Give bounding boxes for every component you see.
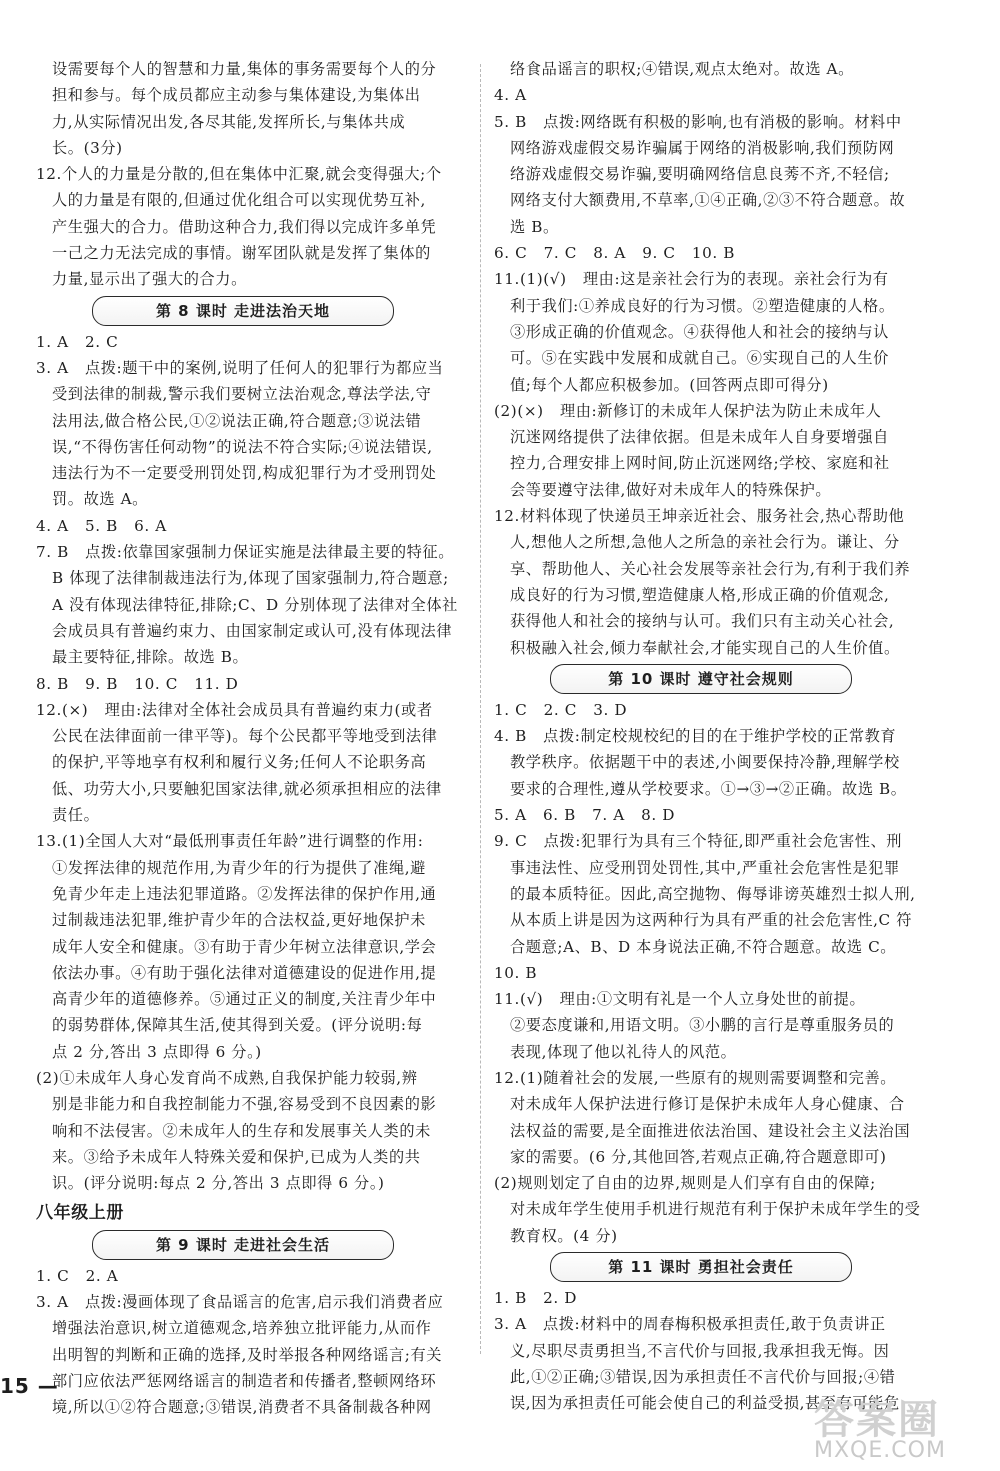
text-line: 获得他人和社会的接纳与认可。我们只有主动关心社会, [510, 612, 895, 631]
text-line: 别是非能力和自我控制能力不强,容易受到不良因素的影 [52, 1095, 437, 1114]
text-line: 8. B 9. B 10. C 11. D [36, 674, 239, 693]
text-line: 增强法治意识,树立道德观念,培养独立批评能力,从而作 [52, 1319, 432, 1338]
text-line: 家的需要。(6 分,其他回答,若观点正确,符合题意即可) [510, 1147, 887, 1166]
right-mid-text [494, 697, 922, 1249]
text-line: 担和参与。每个成员都应主动参与集体建设,为集体出 [52, 86, 421, 105]
text-line: 1. C 2. A [36, 1266, 119, 1285]
text-line: 依法办事。④有助于强化法律对道德建设的促进作用,提 [52, 963, 437, 982]
text-line: 从本质上讲是因为这两种行为具有严重的社会危害性,C 符 [510, 911, 912, 930]
text-line: 5. B 点拨:网络既有积极的影响,也有消极的影响。材料中 [494, 112, 902, 131]
text-line: 点 2 分,答出 3 点即得 6 分。) [52, 1042, 262, 1061]
text-line: 产生强大的合力。借助这种合力,我们得以完成许多单凭 [52, 217, 437, 236]
lesson-10-title: 第 10 课时 遵守社会规则 [550, 664, 852, 694]
text-line: 12.(1)随着社会的发展,一些原有的规则需要调整和完善。 [494, 1068, 897, 1087]
page-number: 15 — [0, 1374, 59, 1398]
text-line: ③形成正确的价值观念。④获得他人和社会的接纳与认 [510, 322, 889, 341]
text-line: (2)①未成年人身心发育尚不成熟,自我保护能力较弱,辨 [36, 1068, 418, 1087]
text-line: 会等要遵守法律,做好对未成年人的特殊保护。 [510, 480, 832, 499]
text-line: 11.(√) 理由:①文明有礼是一个人立身处世的前提。 [494, 990, 866, 1009]
text-line: ②要态度谦和,用语文明。③小鹏的言行是尊重服务员的 [510, 1016, 895, 1035]
watermark-logo: 答案圈 [814, 1397, 940, 1443]
text-line: 12.(×) 理由:法律对全体社会成员具有普遍约束力(或者 [36, 700, 433, 719]
text-line: 3. A 点拨:题干中的案例,说明了任何人的犯罪行为都应当 [36, 358, 444, 377]
text-line: (2)规则划定了自由的边界,规则是人们享有自由的保障; [494, 1174, 876, 1193]
text-line: 可。⑤在实践中发展和成就自己。⑥实现自己的人生价 [510, 349, 889, 368]
text-line: 教育权。(4 分) [510, 1226, 618, 1245]
text-line: (2)(×) 理由:新修订的未成年人保护法为防止未成年人 [494, 401, 882, 420]
text-line: 网络支付大额费用,不草率,①④正确,②③不符合题意。故 [510, 191, 906, 210]
text-line: 12.材料体现了快递员王坤亲近社会、服务社会,热心帮助他 [494, 507, 905, 526]
text-line: 5. A 6. B 7. A 8. D [494, 806, 675, 825]
text-line: 的保护,平等地享有权利和履行义务;任何人不论职务高 [52, 753, 427, 772]
text-line: 7. B 点拨:依靠国家强制力保证实施是法律最主要的特征。 [36, 543, 454, 562]
text-line: 误,“不得伤害任何动物”的说法不符合实际;④说法错误, [52, 437, 433, 456]
text-line: 3. A 点拨:材料中的周春梅积极承担责任,敢于负责讲正 [494, 1315, 886, 1334]
text-line: 响和不法侵害。②未成年人的生存和发展事关人类的未 [52, 1121, 431, 1140]
text-line: 对未成年学生使用手机进行规范有利于保护未成年学生的受 [510, 1200, 921, 1219]
lesson-9-title: 第 9 课时 走进社会生活 [92, 1230, 394, 1260]
text-line: 的弱势群体,保障其生活,使其得到关爱。(评分说明:每 [52, 1016, 423, 1035]
text-line: 来。③给予未成年人特殊关爱和保护,已成为人类的共 [52, 1147, 421, 1166]
text-line: 法用法,做合格公民,①②说法正确,符合题意;③说法错 [52, 411, 422, 430]
text-line: 力,从实际情况出发,各尽其能,发挥所长,与集体共成 [52, 112, 406, 131]
text-line: 合题意;A、B、D 本身说法正确,不符合题意。故选 C。 [510, 937, 897, 956]
text-line: 高青少年的道德修养。⑤通过正义的制度,关注青少年中 [52, 990, 437, 1009]
left-top-text [36, 56, 464, 293]
text-line: 会成员具有普遍约束力、由国家制定或认可,没有体现法律 [52, 621, 453, 640]
text-line: 成良好的行为习惯,塑造健康人格,形成正确的价值观念, [510, 585, 890, 604]
text-line: 沉迷网络提供了法律依据。但是未成年人自身要增强自 [510, 428, 889, 447]
text-line: 络游戏虚假交易诈骗,要明确网络信息良莠不齐,不轻信; [510, 165, 890, 184]
text-line: 选 B。 [510, 217, 559, 236]
text-line: 成年人安全和健康。③有助于青少年树立法律意识,学会 [52, 937, 437, 956]
text-line: ①发挥法律的规范作用,为青少年的行为提供了准绳,避 [52, 858, 426, 877]
text-line: 力量,显示出了强大的合力。 [52, 270, 247, 289]
text-line: 6. C 7. C 8. A 9. C 10. B [494, 244, 735, 263]
lesson-8-title: 第 8 课时 走进法治天地 [92, 296, 394, 326]
right-top-text [494, 56, 922, 661]
text-line: 教学秩序。依据题干中的表述,小闽要保持冷静,理解学校 [510, 753, 900, 772]
text-line: 责任。 [52, 806, 100, 825]
text-line: 表现,体现了他以礼待人的风范。 [510, 1042, 737, 1061]
text-line: 免青少年走上违法犯罪道路。②发挥法律的保护作用,通 [52, 884, 437, 903]
text-line: 要求的合理性,遵从学校要求。①→③→②正确。故选 B。 [510, 779, 907, 798]
text-line: 10. B [494, 963, 538, 982]
text-line: 义,尽职尽责勇担当,不言代价与回报,我承担我无悔。因 [510, 1341, 890, 1360]
watermark-url: MXQE.COM [814, 1438, 946, 1463]
text-line: 受到法律的制裁,警示我们要树立法治观念,尊法学法,守 [52, 385, 432, 404]
grade-heading: 八年级上册 [36, 1203, 124, 1224]
text-line: 4. A 5. B 6. A [36, 516, 167, 535]
text-line: 法权益的需要,是全面推进依法治国、建设社会主义法治国 [510, 1121, 911, 1140]
text-line: 3. A 点拨:漫画体现了食品谣言的危害,启示我们消费者应 [36, 1293, 444, 1312]
text-line: 过制裁违法犯罪,维护青少年的合法权益,更好地保护未 [52, 911, 426, 930]
text-line: 9. C 点拨:犯罪行为具有三个特征,即严重社会危害性、刑 [494, 832, 903, 851]
text-line: 4. A [494, 86, 527, 105]
left-bottom-text [36, 1263, 464, 1421]
text-line: 违法行为不一定要受刑罚处罚,构成犯罪行为才受刑罚处 [52, 464, 437, 483]
text-line: 一己之力无法完成的事情。谢军团队就是发挥了集体的 [52, 244, 431, 263]
text-line: 络食品谣言的职权;④错误,观点太绝对。故选 A。 [510, 60, 854, 78]
text-line: 设需要每个人的智慧和力量,集体的事务需要每个人的分 [52, 60, 437, 78]
watermark [808, 1388, 988, 1468]
text-line: 1. C 2. C 3. D [494, 700, 628, 719]
lesson-11-title: 第 11 课时 勇担社会责任 [550, 1252, 852, 1282]
text-line: 13.(1)全国人大对“最低刑事责任年龄”进行调整的作用: [36, 832, 424, 851]
text-line: 人,想他人之所想,急他人之所急的亲社会行为。谦让、分 [510, 533, 900, 552]
text-line: 1. B 2. D [494, 1289, 578, 1308]
text-line: 值;每个人都应积极参加。(回答两点即可得分) [510, 375, 829, 394]
text-line: 人的力量是有限的,但通过优化组合可以实现优势互补, [52, 191, 426, 210]
text-line: 长。(3分) [52, 138, 123, 157]
text-line: 控力,合理安排上网时间,防止沉迷网络;学校、家庭和社 [510, 454, 890, 473]
text-line: B 体现了法律制裁违法行为,体现了国家强制力,符合题意; [52, 569, 449, 588]
text-line: 此,①②正确;③错误,因为承担责任不言代价与回报;④错 [510, 1367, 896, 1386]
text-line: 罚。故选 A。 [52, 490, 148, 509]
text-line: 误,因为承担责任可能会使自己的利益受损,甚至有可能危 [510, 1394, 900, 1413]
text-line: 部门应依法严惩网络谣言的制造者和传播者,整顿网络环 [52, 1371, 437, 1390]
text-line: 最主要特征,排除。故选 B。 [52, 648, 249, 667]
text-line: 12.个人的力量是分散的,但在集体中汇聚,就会变得强大;个 [36, 165, 442, 184]
text-line: 4. B 点拨:制定校规校纪的目的在于维护学校的正常教育 [494, 727, 897, 746]
text-line: 境,所以①②符合题意;③错误,消费者不具备制裁各种网 [52, 1398, 432, 1417]
right-column [494, 56, 922, 1417]
text-line: A 没有体现法律特征,排除;C、D 分别体现了法律对全体社 [52, 595, 458, 614]
text-line: 事违法性、应受刑罚处罚性,其中,严重社会危害性是犯罪 [510, 858, 900, 877]
text-line: 11.(1)(√) 理由:这是亲社会行为的表现。亲社会行为有 [494, 270, 889, 289]
text-line: 对未成年人保护法进行修订是保护未成年人身心健康、合 [510, 1095, 905, 1114]
text-line: 识。(评分说明:每点 2 分,答出 3 点即得 6 分。) [52, 1174, 385, 1193]
left-mid-text [36, 329, 464, 1197]
text-line: 公民在法律面前一律平等)。每个公民都平等地受到法律 [52, 727, 438, 746]
text-line: 利于我们:①养成良好的行为习惯。②塑造健康的人格。 [510, 296, 895, 315]
text-line: 网络游戏虚假交易诈骗属于网络的消极影响,我们预防网 [510, 138, 895, 157]
text-line: 出明智的判断和正确的选择,及时举报各种网络谣言;有关 [52, 1345, 443, 1364]
column-divider [480, 64, 481, 1354]
text-line: 1. A 2. C [36, 332, 119, 351]
text-line: 享、帮助他人、关心社会发展等亲社会行为,有利于我们养 [510, 559, 911, 578]
left-column [36, 56, 464, 1421]
text-line: 低、功劳大小,只要触犯国家法律,就必须承担相应的法律 [52, 779, 442, 798]
text-line: 积极融入社会,倾力奉献社会,才能实现自己的人生价值。 [510, 638, 900, 657]
text-line: 的最本质特征。因此,高空抛物、侮辱诽谤英雄烈士拟人刑, [510, 884, 916, 903]
